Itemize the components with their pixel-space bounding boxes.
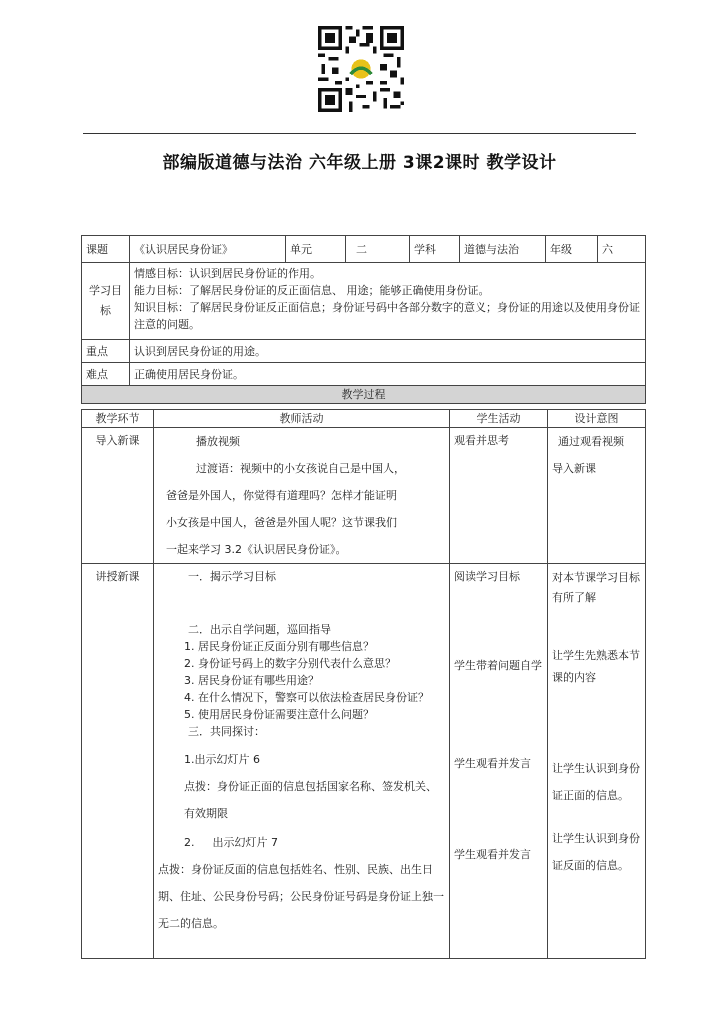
new-teacher [154, 564, 450, 959]
key-point-label: 重点 [82, 340, 130, 363]
question-item: 1. 居民身份证正反面分别有哪些信息？ [184, 640, 374, 653]
goal-knowledge: 知识目标：了解居民身份证反正面信息；身份证号码中各部分数字的意义；身份证的用途以及使用身份证注意的问题。 [134, 301, 640, 331]
part2-heading: 二．出示自学问题，巡回指导 [188, 623, 331, 636]
intro-line: 爸爸是外国人，你觉得有道理吗？怎样才能证明 [166, 489, 397, 502]
question-item: 5. 使用居民身份证需要注意什么问题？ [184, 708, 374, 721]
process-table [81, 409, 646, 959]
header-stage: 教学环节 [82, 410, 154, 428]
slide7-block [158, 829, 445, 937]
slide7-intent: 让学生认识到身份证反面的信息。 [552, 832, 640, 872]
intro-student: 观看并思考 [450, 428, 548, 564]
process-title: 教学过程 [82, 386, 646, 404]
difficulty-text: 正确使用居民身份证。 [130, 363, 646, 386]
slide6-student: 学生观看并发言 [454, 757, 531, 770]
part1-heading: 一．揭示学习目标 [188, 570, 276, 583]
new-intent [548, 564, 646, 959]
goal-ability: 能力目标：了解居民身份证的反正面信息、 用途；能够正确使用身份证。 [134, 284, 490, 297]
new-student [450, 564, 548, 959]
header-student: 学生活动 [450, 410, 548, 428]
lesson-plan-body-table [81, 235, 646, 404]
slide6-tip: 点拨：身份证正面的信息包括国家名称、签发机关、有效期限 [184, 780, 437, 820]
key-point-text: 认识到居民身份证的用途。 [130, 340, 646, 363]
topic-cell: 《认识居民身份证》 [130, 236, 286, 263]
new-stage: 讲授新课 [82, 564, 154, 959]
intro-line: 播放视频 [196, 435, 240, 448]
slide7-student: 学生观看并发言 [454, 848, 531, 861]
question-item: 4. 在什么情况下，警察可以依法检查居民身份证？ [184, 691, 429, 704]
question-item: 3. 居民身份证有哪些用途？ [184, 674, 319, 687]
unit-cell: 二 [346, 236, 410, 263]
subject-cell: 道德与法治 [460, 236, 546, 263]
question-list [158, 638, 445, 723]
question-item: 2. 身份证号码上的数字分别代表什么意思？ [184, 657, 396, 670]
goal-affective: 情感目标：认识到居民身份证的作用。 [134, 267, 321, 280]
part1-student: 阅读学习目标 [454, 570, 520, 583]
slide6-intent: 让学生认识到身份证正面的信息。 [552, 762, 640, 802]
slide6-line: 1.出示幻灯片 6 [184, 753, 260, 766]
intro-teacher [154, 428, 450, 564]
part1-intent: 对本节课学习目标有所了解 [552, 571, 640, 604]
slide7-line [158, 829, 445, 856]
header-rule [83, 133, 636, 134]
grade-label-cell: 年级 [546, 236, 598, 263]
unit-label-cell: 单元 [286, 236, 346, 263]
intro-intent-line: 导入新课 [552, 462, 596, 475]
intro-stage: 导入新课 [82, 428, 154, 564]
intro-line: 过渡语：视频中的小女孩说自己是中国人， [196, 462, 405, 475]
intro-line: 小女孩是中国人，爸爸是外国人呢？这节课我们 [166, 516, 397, 529]
page-title: 部编版道德与法治 六年级上册 3课2课时 教学设计 [162, 153, 557, 173]
goals-label: 学习目标 [82, 263, 130, 340]
intro-intent-line: 通过观看视频 [558, 435, 624, 448]
topic-label-cell: 课题 [82, 236, 130, 263]
part3-heading: 三．共同探讨： [188, 725, 265, 738]
intro-line: 一起来学习 3.2《认识居民身份证》。 [166, 543, 347, 556]
part2-student: 学生带着问题自学 [454, 659, 542, 672]
slide7-title: 出示幻灯片 7 [212, 836, 278, 849]
slide7-tip: 点拨：身份证反面的信息包括姓名、性别、民族、出生日期、住址、公民身份号码；公民身份证号码是身份证上独一无二的信息。 [158, 863, 444, 930]
grade-cell: 六 [598, 236, 646, 263]
part2-intent: 让学生先熟悉本节课的内容 [552, 649, 640, 684]
header-intent: 设计意图 [548, 410, 646, 428]
header-teacher: 教师活动 [154, 410, 450, 428]
qr-code-image [317, 26, 405, 112]
subject-label-cell: 学科 [410, 236, 460, 263]
intro-intent [548, 428, 646, 564]
slide7-number: 2. [184, 836, 195, 849]
difficulty-label: 难点 [82, 363, 130, 386]
slide6-block [158, 746, 445, 827]
goals-content [130, 263, 646, 340]
